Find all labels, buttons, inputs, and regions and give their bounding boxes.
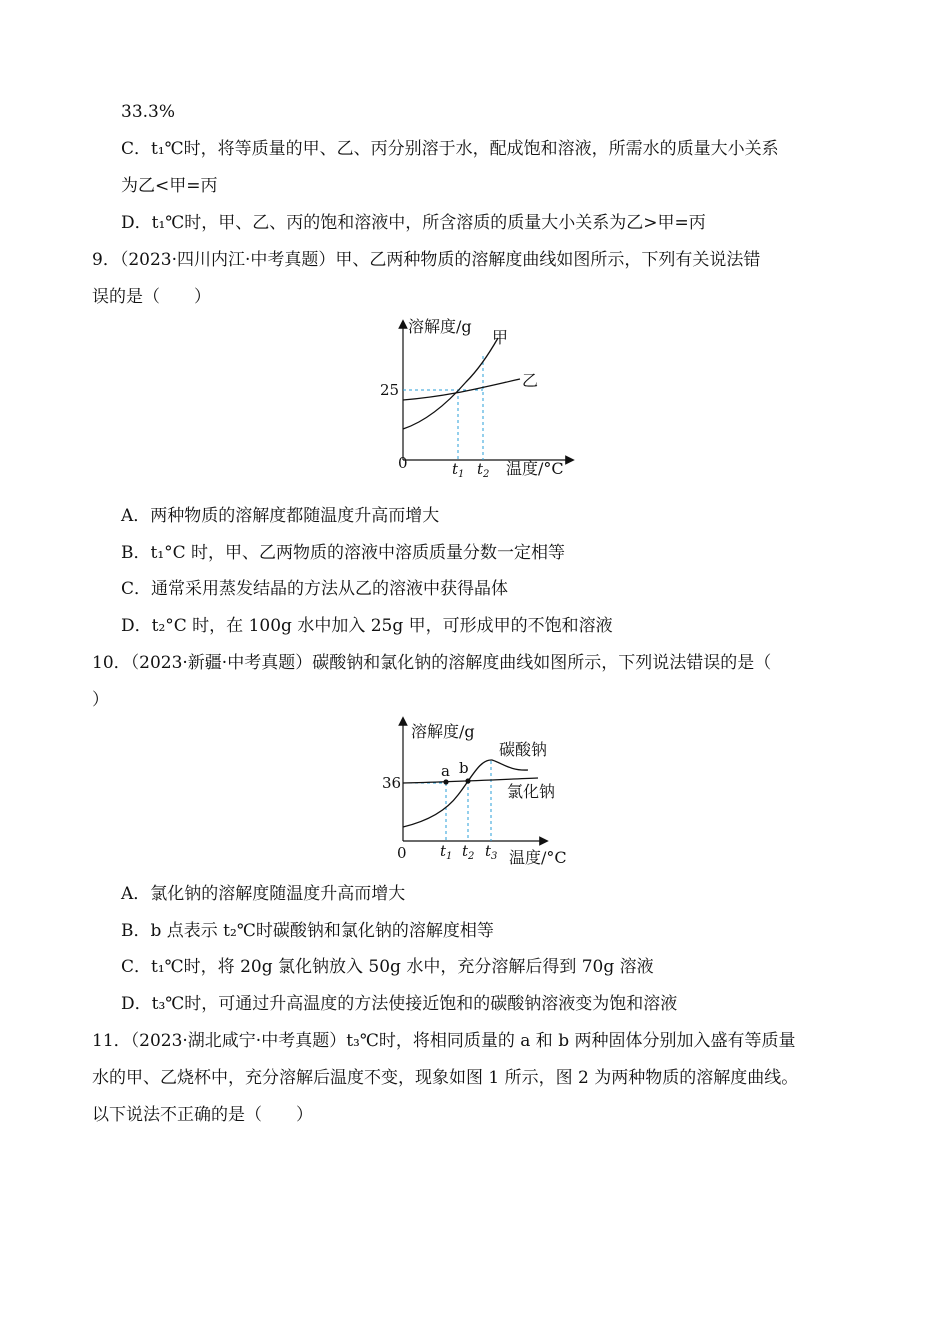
q11-stem-cont2: 以下说法不正确的是（ ） bbox=[92, 1105, 313, 1125]
option-c-line1: C．t₁℃时，将等质量的甲、乙、丙分别溶于水，配成饱和溶液，所需水的质量大小关系 bbox=[121, 139, 779, 159]
option-d: D．t₁℃时，甲、乙、丙的饱和溶液中，所含溶质的质量大小关系为乙>甲=丙 bbox=[121, 213, 706, 233]
q10-stem-cont: ） bbox=[92, 690, 109, 710]
series-yi-curve bbox=[403, 379, 520, 400]
x-tick-t3: $t_3$ bbox=[485, 842, 498, 862]
q9-option-b: B．t₁°C 时，甲、乙两物质的溶液中溶质质量分数一定相等 bbox=[121, 543, 566, 563]
y-axis-label: 溶解度/g bbox=[408, 317, 472, 336]
q11-stem-cont: 水的甲、乙烧杯中，充分溶解后温度不变，现象如图 1 所示，图 2 为两种物质的溶解度曲线。 bbox=[92, 1068, 799, 1088]
series-jia-label: 甲 bbox=[492, 328, 509, 347]
x-axis-label: 温度/°C bbox=[509, 848, 567, 867]
q9-stem-cont: 误的是（ ） bbox=[92, 287, 211, 307]
point-b-marker bbox=[465, 778, 470, 783]
series-jia-curve bbox=[403, 338, 498, 429]
point-a-marker bbox=[443, 779, 448, 784]
y-tick-36: 36 bbox=[382, 774, 402, 792]
y-tick-25: 25 bbox=[380, 381, 400, 399]
q10-option-b: B．b 点表示 t₂℃时碳酸钠和氯化钠的溶解度相等 bbox=[121, 921, 494, 941]
q9-option-a: A．两种物质的溶解度都随温度升高而增大 bbox=[121, 506, 440, 526]
point-a-label: a bbox=[441, 762, 450, 780]
origin-label: 0 bbox=[398, 454, 408, 472]
q10-option-c: C．t₁℃时，将 20g 氯化钠放入 50g 水中，充分溶解后得到 70g 溶液 bbox=[121, 957, 654, 977]
series-yi-label: 乙 bbox=[522, 371, 539, 390]
answer-fragment: 33.3% bbox=[121, 102, 176, 122]
x-tick-t2: $t_2$ bbox=[477, 460, 490, 480]
q11-stem: 11．（2023·湖北咸宁·中考真题）t₃℃时，将相同质量的 a 和 b 两种固体分别加入盛有等质量 bbox=[92, 1031, 796, 1051]
q10-option-d: D．t₃℃时，可通过升高温度的方法使接近饱和的碳酸钠溶液变为饱和溶液 bbox=[121, 994, 678, 1014]
q10-option-a: A．氯化钠的溶解度随温度升高而增大 bbox=[121, 884, 406, 904]
option-c-line2: 为乙<甲=丙 bbox=[121, 176, 218, 196]
x-axis-label: 温度/°C bbox=[506, 459, 564, 478]
point-b-label: b bbox=[459, 759, 469, 777]
q9-option-d: D．t₂°C 时，在 100g 水中加入 25g 甲，可形成甲的不饱和溶液 bbox=[121, 616, 613, 636]
q9-stem: 9．（2023·四川内江·中考真题）甲、乙两种物质的溶解度曲线如图所示，下列有关说法错 bbox=[92, 250, 761, 270]
q10-stem: 10．（2023·新疆·中考真题）碳酸钠和氯化钠的溶解度曲线如图所示，下列说法错误的是（ bbox=[92, 653, 772, 673]
x-tick-t1: $t_1$ bbox=[440, 842, 453, 862]
q9-solubility-chart bbox=[370, 316, 580, 482]
q10-solubility-chart bbox=[370, 715, 585, 870]
x-tick-t2: $t_2$ bbox=[462, 842, 475, 862]
origin-label: 0 bbox=[397, 844, 407, 862]
y-axis-label: 溶解度/g bbox=[411, 722, 475, 741]
series-na2co3-label: 碳酸钠 bbox=[499, 740, 548, 759]
x-tick-t1: $t_1$ bbox=[452, 460, 465, 480]
series-nacl-label: 氯化钠 bbox=[507, 782, 556, 801]
q9-option-c: C．通常采用蒸发结晶的方法从乙的溶液中获得晶体 bbox=[121, 579, 509, 599]
